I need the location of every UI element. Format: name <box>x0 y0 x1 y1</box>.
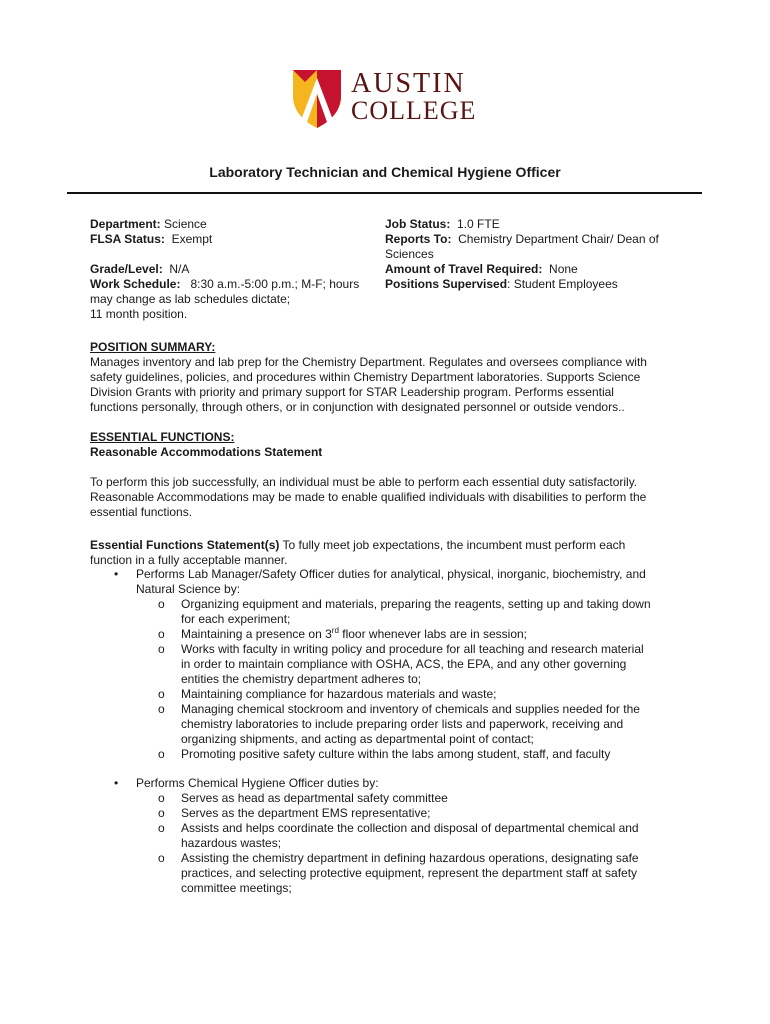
sub-bullet-icon: o <box>158 747 165 761</box>
statement-text-cont: function in a fully acceptable manner. <box>90 553 288 567</box>
summary-line: Manages inventory and lab prep for the Chemistry Department. Regulates and oversees compliance with <box>90 355 647 369</box>
logo-word-austin: AUSTIN <box>351 68 466 99</box>
accommodations-line: To perform this job successfully, an individual must be able to perform each essential duty satisfactorily. <box>90 475 638 489</box>
sub-item-text: hazardous wastes; <box>181 836 282 850</box>
logo-word-college: COLLEGE <box>351 96 477 125</box>
sub-bullet-icon: o <box>158 851 165 865</box>
sub-bullet-icon: o <box>158 597 165 611</box>
supervised-label: Positions Supervised <box>385 277 508 291</box>
position-summary-section <box>90 340 690 415</box>
document-title: Laboratory Technician and Chemical Hygiene Officer <box>209 164 561 180</box>
summary-line: functions personally, through others, or in conjunction with designated personnel or outside vendors.. <box>90 400 625 414</box>
sub-item-text: Organizing equipment and materials, preparing the reagents, setting up and taking down <box>181 597 651 611</box>
sub-bullet-icon: o <box>158 806 165 820</box>
sub-bullet-icon: o <box>158 791 165 805</box>
flsa-value: Exempt <box>171 232 213 246</box>
left-info-column <box>90 217 390 322</box>
accommodations-line: Reasonable Accommodations may be made to enable qualified individuals with disabilities to perform the <box>90 490 647 504</box>
right-info-column <box>385 217 685 292</box>
sub-bullet-icon: o <box>158 821 165 835</box>
statement-label: Essential Functions Statement(s) <box>90 538 280 552</box>
summary-line: safety guidelines, policies, and procedures within Chemistry Department laboratories. Supports Science <box>90 370 641 384</box>
sub-item-text: practices, and selecting protective equipment, represent the department staff at safety <box>181 866 638 880</box>
sub-item-text: chemistry laboratories to include preparing order lists and paperwork, receiving and <box>181 717 624 731</box>
sub-item-text: Assists and helps coordinate the collection and disposal of departmental chemical and <box>181 821 639 835</box>
sub-item-text: Promoting positive safety culture within the labs among student, staff, and faculty <box>181 747 611 761</box>
ordinal-suffix: rd <box>331 626 339 635</box>
bullet-text: Performs Lab Manager/Safety Officer duties for analytical, physical, inorganic, biochemistry, and <box>136 567 646 581</box>
sub-bullet-icon: o <box>158 702 165 716</box>
job-status-label: Job Status: <box>385 217 451 231</box>
grade-label: Grade/Level: <box>90 262 163 276</box>
accommodations-heading: Reasonable Accommodations Statement <box>90 445 323 459</box>
position-summary-heading: POSITION SUMMARY: <box>90 340 216 354</box>
summary-line: Division Grants with priority and primary support for STAR Leadership program. Performs essential <box>90 385 614 399</box>
sub-item-text: Maintaining a presence on 3 <box>181 627 332 641</box>
bullet-icon: • <box>114 567 119 581</box>
sub-bullet-icon: o <box>158 687 165 701</box>
sub-item-text: Serves as the department EMS representative; <box>181 806 431 820</box>
schedule-month-note: 11 month position. <box>90 307 188 321</box>
bullet-text: Performs Chemical Hygiene Officer duties by: <box>136 776 379 790</box>
reports-to-value-cont: Sciences <box>385 247 434 261</box>
essential-functions-heading: ESSENTIAL FUNCTIONS: <box>90 430 235 444</box>
bullet-lab-manager <box>90 567 730 762</box>
sub-item-text: Maintaining compliance for hazardous materials and waste; <box>181 687 497 701</box>
austin-college-logo <box>291 68 481 130</box>
schedule-note: may change as lab schedules dictate; <box>90 292 291 306</box>
bullet-text: Natural Science by: <box>136 582 241 596</box>
supervised-value: : Student Employees <box>507 277 618 291</box>
sub-item-text: entities the chemistry department adheres to; <box>181 672 422 686</box>
sub-item-text: Managing chemical stockroom and inventory of chemicals and supplies needed for the <box>181 702 640 716</box>
schedule-value: 8:30 a.m.-5:00 p.m.; M-F; hours <box>190 277 360 291</box>
travel-label: Amount of Travel Required: <box>385 262 543 276</box>
flsa-label: FLSA Status: <box>90 232 165 246</box>
reports-to-value: Chemistry Department Chair/ Dean of <box>458 232 659 246</box>
sub-item-text: in order to maintain compliance with OSHA, ACS, the EPA, and any other governing <box>181 657 627 671</box>
reports-to-label: Reports To: <box>385 232 452 246</box>
essential-functions-section <box>90 430 690 568</box>
job-status-value: 1.0 FTE <box>457 217 500 231</box>
sub-item-text: Serves as head as departmental safety committee <box>181 791 448 805</box>
grade-value: N/A <box>169 262 190 276</box>
sub-item-text: Assisting the chemistry department in defining hazardous operations, designating safe <box>181 851 639 865</box>
sub-item-text: Works with faculty in writing policy and procedure for all teaching and research material <box>181 642 644 656</box>
sub-bullet-icon: o <box>158 627 165 641</box>
statement-text: To fully meet job expectations, the incumbent must perform each <box>279 538 626 552</box>
sub-bullet-icon: o <box>158 642 165 656</box>
schedule-label: Work Schedule: <box>90 277 181 291</box>
sub-item-text: floor whenever labs are in session; <box>338 627 528 641</box>
shield-logo-icon <box>291 68 347 128</box>
department-value: Science <box>164 217 207 231</box>
sub-item-text: organizing shipments, and acting as departmental point of contact; <box>181 732 534 746</box>
bullet-chemical-hygiene <box>90 776 730 896</box>
sub-item-text: for each experiment; <box>181 612 291 626</box>
sub-item-text: committee meetings; <box>181 881 292 895</box>
title-divider <box>67 192 702 194</box>
travel-value: None <box>549 262 578 276</box>
department-label: Department: <box>90 217 161 231</box>
accommodations-line: essential functions. <box>90 505 193 519</box>
bullet-icon: • <box>114 776 119 790</box>
